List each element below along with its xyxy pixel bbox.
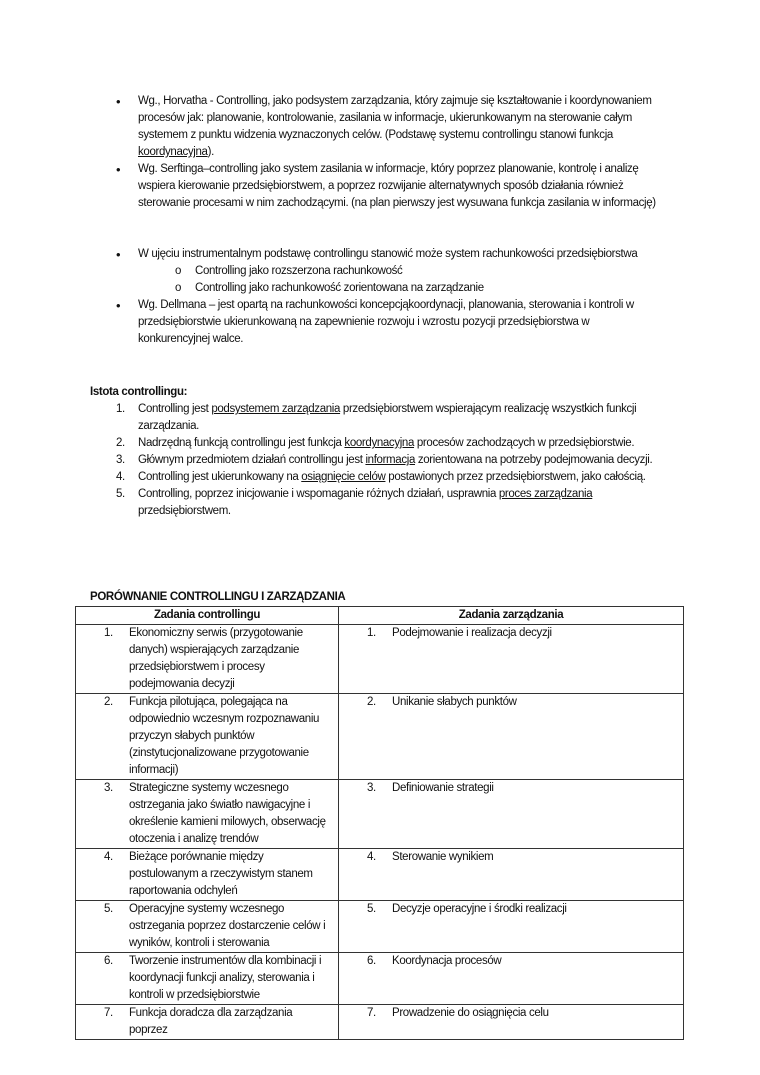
item-number: 4. xyxy=(104,851,113,863)
cell-text: Ekonomiczny serwis (przygotowanie danych) wspierających zarządzanie przedsiębiorstwem i procesy podejmowania decyzji xyxy=(129,627,303,690)
list-item xyxy=(116,246,658,297)
underlined-text: osiągnięcie celów xyxy=(301,471,386,483)
item-number: 4. xyxy=(367,851,376,863)
table-cell-left xyxy=(76,625,339,694)
list-item xyxy=(116,297,658,348)
item-number: 2. xyxy=(104,696,113,708)
cell-text: Bieżące porównanie między postulowanym a rzeczywistym stanem raportowania odchyleń xyxy=(129,851,313,897)
item-text: Nadrzędną funkcją controllingu jest funkcja xyxy=(138,437,345,449)
underlined-text: koordynacyjna xyxy=(138,146,208,158)
item-text-end: zorientowana na potrzeby podejmowania decyzji. xyxy=(415,454,653,466)
cell-content xyxy=(339,625,683,642)
list-item xyxy=(116,435,678,452)
bullet-icon: • xyxy=(116,94,121,109)
item-number: 6. xyxy=(104,955,113,967)
column-header: Zadania zarządzania xyxy=(339,607,684,625)
cell-text: Tworzenie instrumentów dla kombinacji i koordynacji funkcji analizy, sterowania i kontroli w przedsiębiorstwie xyxy=(129,955,322,1001)
table-header-row xyxy=(76,607,684,625)
table-cell-right xyxy=(339,780,684,849)
item-text: Wg., Horvatha - Controlling, jako podsystem zarządzania, który zajmuje się kształtowanie i koordynowaniem procesów jak: planowanie, kontrolowanie, zasilania w informacje, ukierunkowanym na sterowanie całym systemem z punktu widzenia wyznaczonych celów. (Podstawę systemu controllingu stanowi funkcja xyxy=(138,95,652,141)
item-number: 1. xyxy=(104,627,113,639)
cell-content xyxy=(339,953,683,970)
table-title: PORÓWNANIE CONTROLLINGU I ZARZĄDZANIA xyxy=(90,591,346,603)
section-heading: Istota controllingu: xyxy=(90,386,188,398)
cell-text: Funkcja pilotująca, polegająca na odpowiednio wczesnym rozpoznawaniu przyczyn słabych punktów (zinstytucjonalizowane przygotowanie informacji) xyxy=(129,696,320,776)
item-number: 2. xyxy=(367,696,376,708)
cell-content xyxy=(339,1005,683,1022)
table-cell-left xyxy=(76,849,339,901)
item-text: W ujęciu instrumentalnym podstawę controllingu stanowić może system rachunkowości przedsiębiorstwa xyxy=(138,248,638,260)
item-number: 5. xyxy=(116,488,125,500)
definitions-list-2 xyxy=(116,246,658,348)
table-cell-right xyxy=(339,694,684,780)
item-text: Wg. Serftinga–controlling jako system zasilania w informacje, który poprzez planowanie, kontrolę i analizę wspiera kierowanie przedsiębiorstwem, a poprzez rozwijanie alternatywnych sposób działania również sterowanie procesami w nim zachodzącymi. (na plan pierwszy jest wysuwana funkcja zasilania w informację) xyxy=(138,163,656,209)
bullet-icon: • xyxy=(116,247,121,262)
column-header: Zadania controllingu xyxy=(76,607,339,625)
table-row xyxy=(76,901,684,953)
cell-content xyxy=(339,901,683,918)
circle-bullet-icon: o xyxy=(175,282,182,294)
cell-text: Sterowanie wynikiem xyxy=(392,851,494,863)
list-item xyxy=(116,452,678,469)
cell-content xyxy=(76,625,338,693)
item-text-end: przedsiębiorstwem. xyxy=(138,505,231,517)
table-row xyxy=(76,849,684,901)
item-text: Wg. Dellmana – jest opartą na rachunkowości koncepcjąkoordynacji, planowania, sterowania i kontroli w przedsiębiorstwie ukierunkowaną na zapewnienie rozwoju i wzrostu pozycji przedsiębiorstwa w konkurencyjnej walce. xyxy=(138,299,634,345)
table-cell-left xyxy=(76,953,339,1005)
item-text-end: ). xyxy=(207,146,214,158)
item-number: 6. xyxy=(367,955,376,967)
item-text: Controlling, poprzez inicjowanie i wspomaganie różnych działań, usprawnia xyxy=(138,488,499,500)
item-number: 5. xyxy=(104,903,113,915)
item-number: 5. xyxy=(367,903,376,915)
sub-list-item xyxy=(175,280,658,297)
item-text-end: procesów zachodzących w przedsiębiorstwie. xyxy=(414,437,635,449)
item-number: 3. xyxy=(104,782,113,794)
cell-text: Unikanie słabych punktów xyxy=(392,696,517,708)
cell-content xyxy=(76,849,338,900)
cell-text: Decyzje operacyjne i środki realizacji xyxy=(392,903,567,915)
cell-content xyxy=(76,780,338,848)
cell-text: Funkcja doradcza dla zarządzania poprzez xyxy=(129,1007,293,1036)
item-number: 1. xyxy=(367,627,376,639)
cell-content xyxy=(339,849,683,866)
comparison-table xyxy=(75,606,684,1040)
item-number: 7. xyxy=(367,1007,376,1019)
cell-content xyxy=(339,694,683,711)
underlined-text: informacja xyxy=(365,454,415,466)
table-cell-right xyxy=(339,625,684,694)
cell-content xyxy=(76,953,338,1004)
sub-list-item xyxy=(175,263,658,280)
list-item xyxy=(116,161,658,212)
item-text: Głównym przedmiotem działań controllingu jest xyxy=(138,454,366,466)
cell-text: Koordynacja procesów xyxy=(392,955,502,967)
item-number: 3. xyxy=(367,782,376,794)
cell-text: Prowadzenie do osiągnięcia celu xyxy=(392,1007,549,1019)
table-cell-left xyxy=(76,694,339,780)
item-number: 7. xyxy=(104,1007,113,1019)
table-cell-left xyxy=(76,901,339,953)
cell-text: Podejmowanie i realizacja decyzji xyxy=(392,627,552,639)
item-number: 3. xyxy=(116,454,125,466)
list-item xyxy=(116,469,678,486)
item-number: 1. xyxy=(116,403,125,415)
list-item xyxy=(116,401,678,435)
list-item xyxy=(116,486,678,520)
underlined-text: proces zarządzania xyxy=(498,488,593,500)
cell-content xyxy=(76,1005,338,1039)
sub-item-text: Controlling jako rachunkowość zorientowana na zarządzanie xyxy=(195,282,484,294)
item-text: Controlling jest xyxy=(138,403,212,415)
table-cell-right xyxy=(339,1005,684,1040)
underlined-text: podsystemem zarządzania xyxy=(211,403,341,415)
table-cell-right xyxy=(339,953,684,1005)
cell-text: Operacyjne systemy wczesnego ostrzegania poprzez dostarczenie celów i wyników, kontroli i sterowania xyxy=(129,903,326,949)
table-row xyxy=(76,625,684,694)
bullet-icon: • xyxy=(116,298,121,313)
sub-item-text: Controlling jako rozszerzona rachunkowość xyxy=(195,265,403,277)
table-row xyxy=(76,694,684,780)
list-item xyxy=(116,93,658,161)
cell-content xyxy=(339,780,683,797)
circle-bullet-icon: o xyxy=(175,265,182,277)
underlined-text: koordynacyjna xyxy=(344,437,415,449)
table-cell-left xyxy=(76,1005,339,1040)
table-row xyxy=(76,780,684,849)
table-cell-left xyxy=(76,780,339,849)
cell-text: Strategiczne systemy wczesnego ostrzegania jako światło nawigacyjne i określenie kamieni milowych, obserwację otoczenia i analizę trendów xyxy=(129,782,326,845)
item-text-end: postawionych przez przedsiębiorstwem, jako całością. xyxy=(385,471,646,483)
table-cell-right xyxy=(339,849,684,901)
cell-content xyxy=(76,901,338,952)
sub-list xyxy=(138,263,658,297)
item-text: Controlling jest ukierunkowany na xyxy=(138,471,302,483)
bullet-icon: • xyxy=(116,162,121,177)
cell-content xyxy=(76,694,338,779)
cell-text: Definiowanie strategii xyxy=(392,782,494,794)
item-number: 4. xyxy=(116,471,125,483)
item-number: 2. xyxy=(116,437,125,449)
table-cell-right xyxy=(339,901,684,953)
istota-list xyxy=(116,401,678,520)
table-row xyxy=(76,1005,684,1040)
item-text-end: przedsiębiorstwem wspierającym realizację wszystkich funkcji zarządzania. xyxy=(138,403,637,432)
table-row xyxy=(76,953,684,1005)
definitions-list-1 xyxy=(116,93,658,212)
